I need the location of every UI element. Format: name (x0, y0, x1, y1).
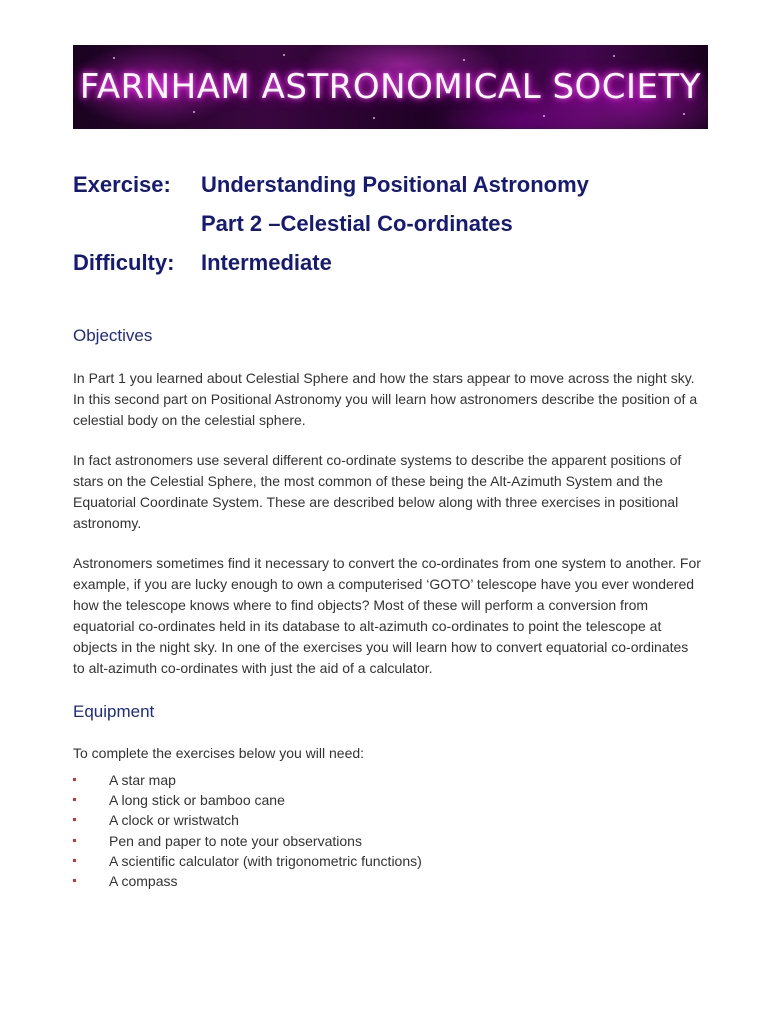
exercise-label: Exercise: (73, 172, 171, 197)
bullet-icon (73, 859, 76, 862)
bullet-icon (73, 839, 76, 842)
list-item: Pen and paper to note your observations (73, 831, 422, 851)
difficulty-label: Difficulty: (73, 250, 175, 275)
equipment-intro: To complete the exercises below you will need: (73, 745, 365, 761)
bullet-icon (73, 879, 76, 882)
bullet-icon (73, 778, 76, 781)
banner-title: FARNHAM ASTRONOMICAL SOCIETY (79, 67, 702, 107)
list-item: A compass (73, 871, 422, 891)
part-heading (73, 211, 513, 237)
list-item: A long stick or bamboo cane (73, 790, 422, 810)
list-item: A clock or wristwatch (73, 810, 422, 830)
list-item: A star map (73, 770, 422, 790)
difficulty-value: Intermediate (201, 250, 332, 275)
difficulty-heading (73, 250, 332, 276)
exercise-heading (73, 172, 589, 198)
part-title: Part 2 –Celestial Co-ordinates (201, 211, 513, 236)
equipment-heading: Equipment (73, 702, 155, 721)
objectives-paragraph-2: In fact astronomers use several different co-ordinate systems to describe the apparent positions of stars on the Celestial Sphere, the most common of these being the Alt-Azimuth System and the Equatorial Coordinate System. These are described below along with three exercises in positional astronomy. (73, 452, 682, 531)
society-banner (73, 45, 708, 129)
list-item: A scientific calculator (with trigonometric functions) (73, 851, 422, 871)
bullet-icon (73, 818, 76, 821)
exercise-title: Understanding Positional Astronomy (201, 172, 589, 197)
equipment-list (73, 770, 422, 891)
objectives-heading: Objectives (73, 326, 153, 345)
bullet-icon (73, 798, 76, 801)
objectives-paragraph-3: Astronomers sometimes find it necessary to convert the co-ordinates from one system to another. For example, if you are lucky enough to own a computerised ‘GOTO’ telescope have you ever wondered how the telescope knows where to find objects? Most of these will perform a conversion from equatorial co-ordinates held in its database to alt-azimuth co-ordinates to point the telescope at objects in the night sky. In one of the exercises you will learn how to convert equatorial co-ordinates to alt-azimuth co-ordinates with just the aid of a calculator. (73, 555, 701, 676)
objectives-paragraph-1: In Part 1 you learned about Celestial Sphere and how the stars appear to move across the night sky. In this second part on Positional Astronomy you will learn how astronomers describe the position of a celestial body on the celestial sphere. (73, 370, 698, 428)
